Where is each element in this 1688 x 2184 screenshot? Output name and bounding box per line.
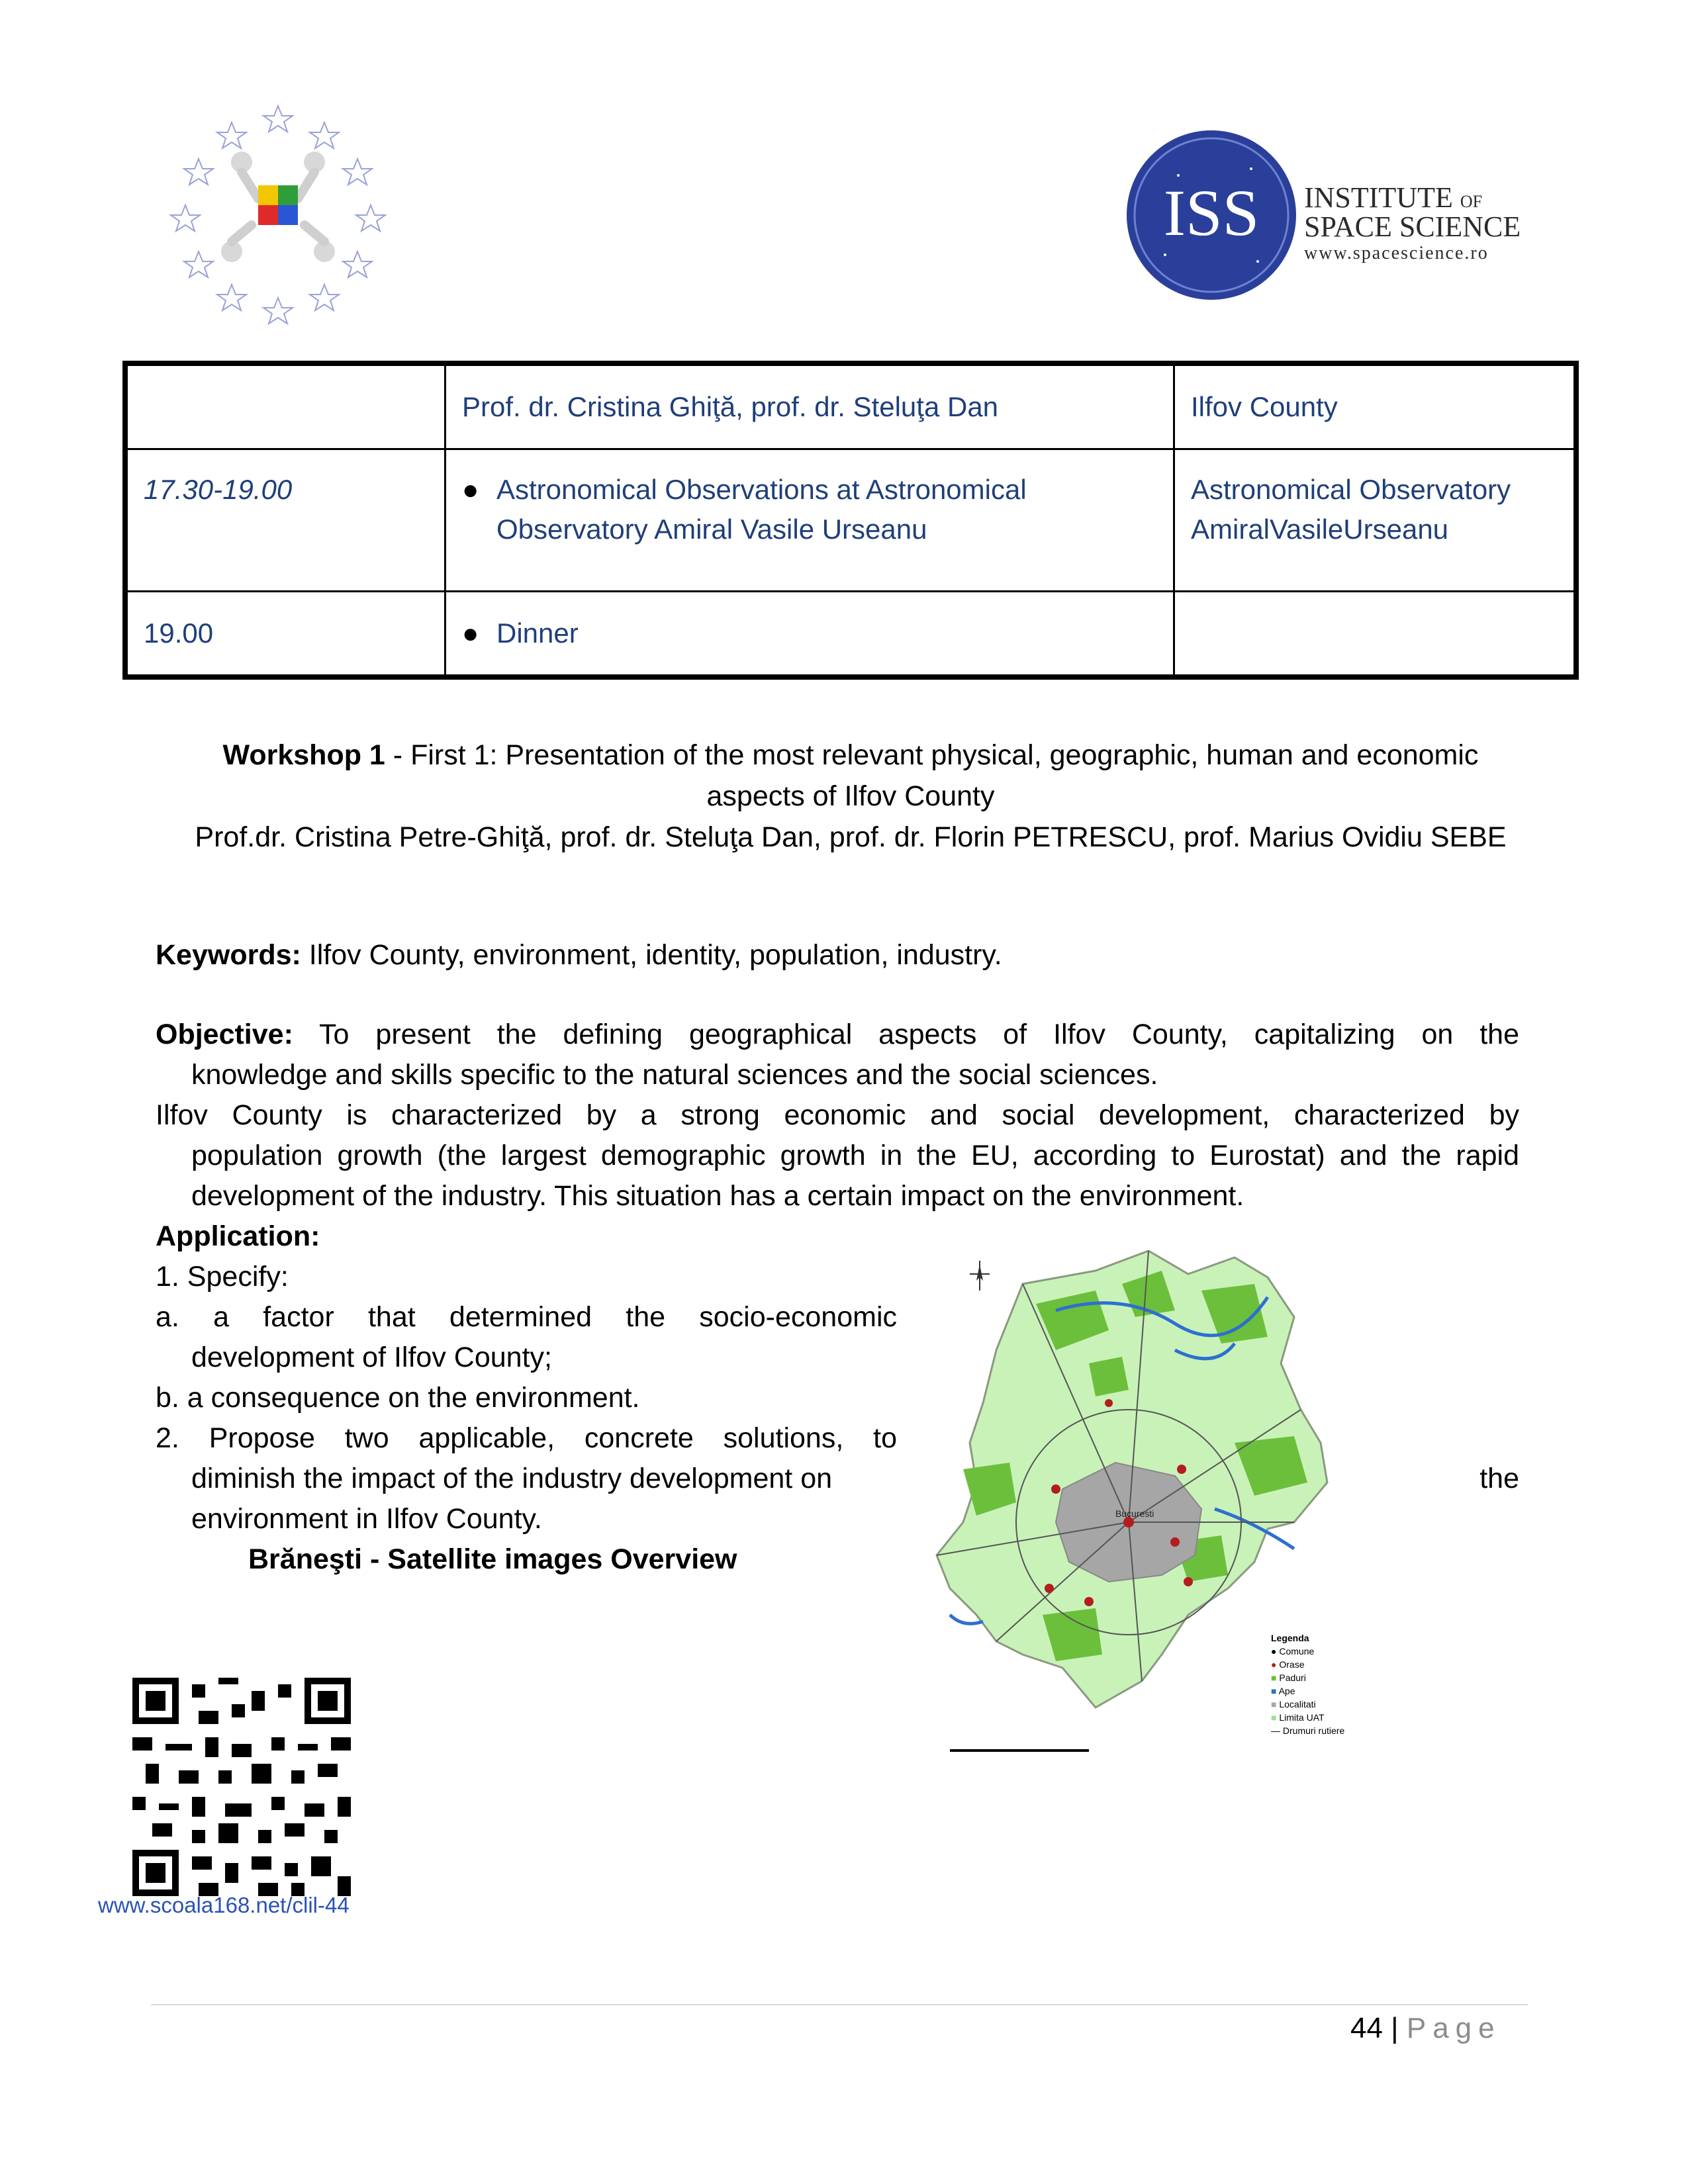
table-row [125,363,1576,449]
iss-url: www.spacescience.ro [1304,243,1489,263]
star-icon [184,251,213,277]
place-cell: Astronomical Observatory AmiralVasileUrseanu [1174,449,1577,592]
workshop-title: Workshop 1 - First 1: Presentation of the most relevant physical, geographic, human and economic aspects of Ilfov County Prof.dr. Cristina Petre-Ghiţă, prof. dr. Steluţa Dan, prof. dr. Florin PETRESCU, prof. Marius Ovidiu SEBE [195,739,1507,853]
table-row [125,449,1576,592]
map-legend: Legenda ● Comune ● Orase ■ Paduri ■ Ape ■ Localitati ■ Limita UAT — Drumuri rutiere [1271,1633,1345,1736]
map-caption: Brăneşti - Satellite images Overview [248,1543,737,1575]
iss-name-line2: SPACE SCIENCE [1304,210,1521,243]
star-icon [343,159,372,185]
star-icon [184,159,213,185]
qr-code[interactable] [132,1678,351,1896]
activity-cell: ● Astronomical Observations at Astronomical Observatory Amiral Vasile Urseanu [445,449,1174,592]
qr-link[interactable]: www.scoala168.net/clil-44 [98,1893,350,1917]
star-icon [356,205,385,231]
svg-text:Bucuresti: Bucuresti [1115,1508,1154,1519]
iss-logo [1125,129,1536,301]
table-row [125,592,1576,678]
place-cell [1174,592,1577,678]
star-icon [171,205,200,231]
star-icon [263,298,293,324]
application-label: Application: [156,1220,320,1252]
iss-name-line1: INSTITUTE OF [1304,181,1483,214]
star-icon [217,285,246,310]
schedule-table [122,361,1579,680]
star-icon [310,285,339,310]
objective: Objective: To present the defining geographical aspects of Ilfov County, capitalizing on the knowledge and skills specific to the natural sciences and the social sciences. Ilfov County is characterized by a strong economic and social development, characterized by population growth (the largest demographic growth in the EU, according to Eurostat) and the rapid development of the industry. This situation has a certain impact on the environment. Application: 1. Specify: a. a factor that determined the socio-economic development of Ilfov County; b. a consequence on the environment. 2. Propose two applicable, concrete solutions, to diminish the impact of the industry development on the environment in Ilfov County. Brăneşti - Satellite images Overview [156,1015,1519,1580]
svg-text:ISS: ISS [1163,176,1260,250]
star-icon [343,251,372,277]
keywords: Keywords: Ilfov County, environment, identity, population, industry. [156,939,1002,971]
time-cell: 19.00 [125,592,445,678]
bullet-icon: ● [462,474,479,505]
puzzle-figures-icon [221,152,335,262]
star-icon [310,122,339,148]
star-icon [217,122,246,148]
activity-cell: ● Dinner [445,592,1174,678]
activity-cell: Prof. dr. Cristina Ghiţă, prof. dr. Steluţa Dan [445,363,1174,449]
iss-emblem-icon [1125,129,1297,301]
time-cell [125,363,445,449]
footer-divider [151,2004,1528,2005]
star-icon [263,106,293,132]
time-cell: 17.30-19.00 [125,449,445,592]
place-cell: Ilfov County [1174,363,1577,449]
bullet-icon: ● [462,617,479,649]
north-arrow-icon [970,1261,990,1291]
page-number: 44 | Page [1350,2012,1501,2044]
workshop-authors: Prof.dr. Cristina Petre-Ghiţă, prof. dr. Steluţa Dan, prof. dr. Florin PETRESCU, prof. Marius Ovidiu SEBE [195,821,1507,853]
project-logo [159,93,397,338]
